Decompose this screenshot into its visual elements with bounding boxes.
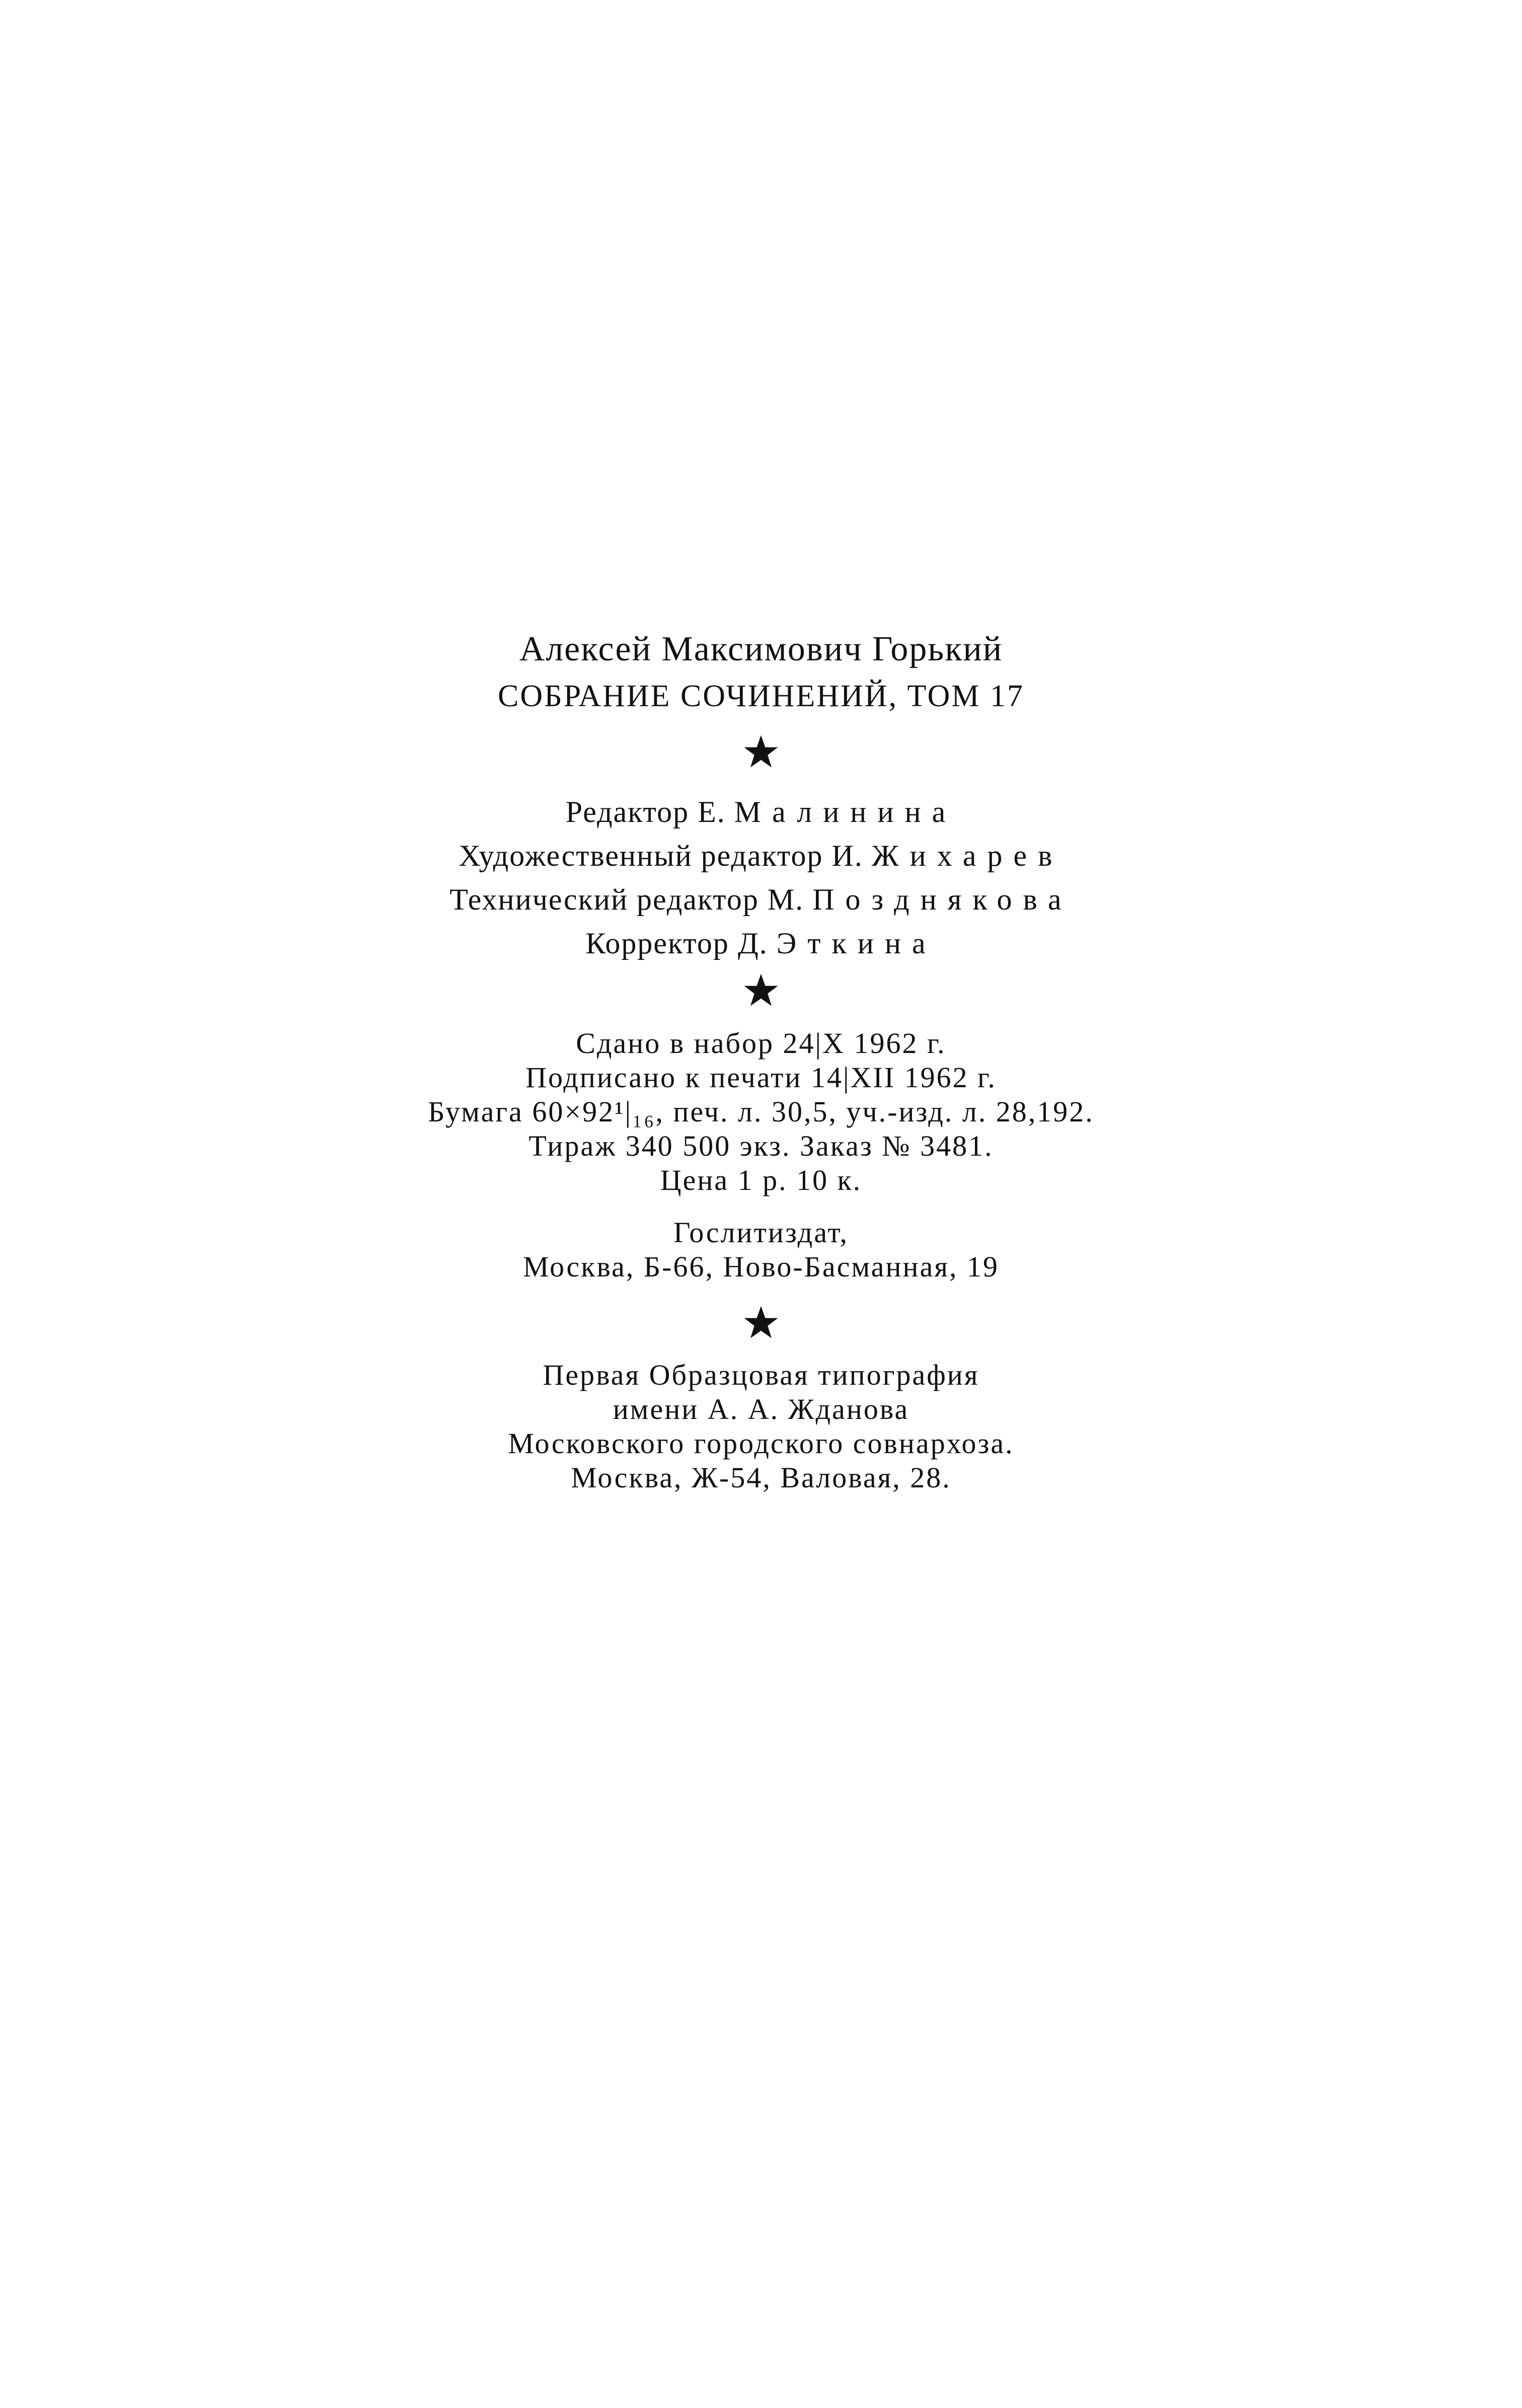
credit-initial: Е. bbox=[698, 795, 726, 829]
credit-technical-editor bbox=[0, 884, 1522, 915]
printer-council: Московского городского совнархоза. bbox=[508, 1427, 1014, 1460]
price: Цена 1 р. 10 к. bbox=[660, 1164, 862, 1196]
star-icon bbox=[743, 972, 779, 1008]
star-icon bbox=[743, 734, 779, 769]
star-icon bbox=[743, 1305, 779, 1340]
credit-surname: Эткина bbox=[776, 927, 937, 960]
publisher-address: Москва, Б-66, Ново-Басманная, 19 bbox=[522, 1250, 999, 1283]
credit-initial: И. bbox=[831, 839, 863, 872]
printer-name: Первая Образцовая типография bbox=[543, 1359, 979, 1391]
credit-art-editor bbox=[0, 841, 1522, 871]
print-run: Тираж 340 500 экз. Заказ № 3481. bbox=[528, 1130, 994, 1162]
credit-proofreader bbox=[0, 928, 1522, 958]
credit-role: Редактор bbox=[565, 795, 690, 829]
credit-surname: Жихарев bbox=[871, 839, 1063, 872]
printer-dedication: имени А. А. Жданова bbox=[613, 1393, 909, 1425]
credit-editor bbox=[0, 797, 1522, 827]
credit-role: Корректор bbox=[585, 927, 729, 960]
credit-role: Технический редактор bbox=[449, 883, 759, 916]
collection-title: СОБРАНИЕ СОЧИНЕНИЙ, ТОМ 17 bbox=[497, 679, 1025, 713]
credit-initial: Д. bbox=[737, 927, 768, 960]
paper-format: Бумага 60×92¹|₁₆, печ. л. 30,5, уч.-изд. л. 28,192. bbox=[428, 1095, 1094, 1128]
credit-role: Художественный редактор bbox=[459, 839, 823, 872]
credit-surname: Позднякова bbox=[812, 883, 1073, 916]
publisher-name: Гослитиздат, bbox=[673, 1216, 849, 1249]
credit-initial: М. bbox=[767, 883, 804, 916]
printer-address: Москва, Ж-54, Валовая, 28. bbox=[571, 1461, 951, 1494]
author-name: Алексей Максимович Горький bbox=[519, 630, 1003, 668]
credit-surname: Малинина bbox=[734, 795, 957, 829]
signed-for-print-date: Подписано к печати 14|XII 1962 г. bbox=[525, 1061, 997, 1094]
typesetting-date: Сдано в набор 24|X 1962 г. bbox=[576, 1027, 946, 1060]
